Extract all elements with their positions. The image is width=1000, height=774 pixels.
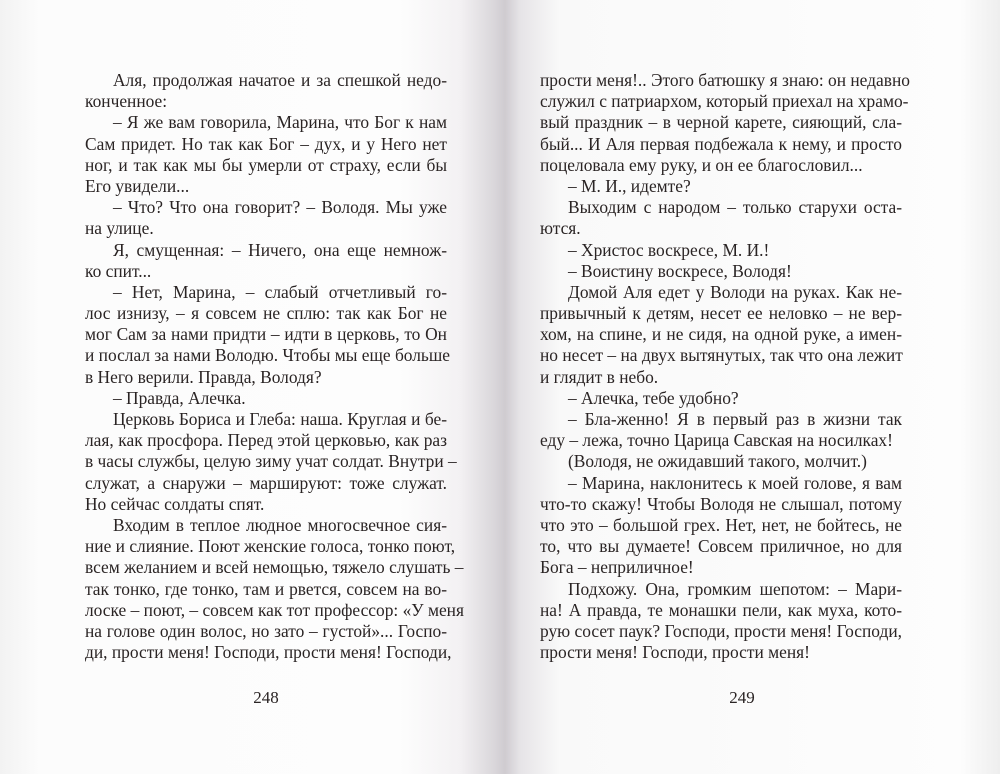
text-line: всем желанием и всей немощью, тяжело слушать – xyxy=(85,557,464,578)
text-line: ются. xyxy=(540,218,581,239)
text-line: Но сейчас солдаты спят. xyxy=(85,493,265,514)
text-line: Сам придет. Но так как Бог – дух, и у Него нет xyxy=(85,133,447,154)
left-page-text xyxy=(85,70,464,663)
text-line: вый праздник – в черной карете, сияющий, сла- xyxy=(540,112,902,133)
text-line: – Воистину воскресе, Володя! xyxy=(568,260,792,281)
text-line: служил с патриархом, который приехал на храмо- xyxy=(540,91,909,112)
text-line: на голове один волос, но зато – густой»... Госпо- xyxy=(85,620,447,641)
text-line: еду – лежа, точно Царица Савская на носилках! xyxy=(540,430,893,451)
text-line: Подхожу. Она, громким шепотом: – Мари- xyxy=(568,578,902,599)
text-line: в Него верили. Правда, Володя? xyxy=(85,366,322,387)
text-line: – Христос воскресе, М. И.! xyxy=(568,239,770,260)
text-line: – Я же вам говорила, Марина, что Бог к нам xyxy=(113,112,447,133)
text-line: прости меня!.. Этого батюшку я знаю: он недавно xyxy=(540,70,910,90)
text-line: привычный к детям, несет ее неловко – не вер- xyxy=(540,303,902,324)
text-line: – Алечка, тебе удобно? xyxy=(568,387,739,408)
text-line: Входим в теплое людное многосвечное сия- xyxy=(113,514,447,535)
text-line: ди, прости меня! Господи, прости меня! Господи, xyxy=(85,642,452,663)
text-line: – Бла-женно! Я в первый раз в жизни так xyxy=(568,409,902,429)
text-line: что-то скажу! Чтобы Володя не слышал, потому xyxy=(540,493,902,514)
text-line: лос изнизу, – я совсем не сплю: так как Бог не xyxy=(85,303,447,324)
left-page-number: 248 xyxy=(253,688,279,707)
text-line: рую сосет паук? Господи, прости меня! Господи, xyxy=(540,620,902,641)
text-line: ног, и так как мы бы умерли от страху, если бы xyxy=(85,154,447,175)
text-line: бый... И Аля первая подбежала к нему, и просто xyxy=(540,133,902,154)
text-line: и глядит в небо. xyxy=(540,366,659,387)
text-line: Церковь Бориса и Глеба: наша. Круглая и бе- xyxy=(113,409,447,429)
text-line: прости меня! Господи, прости меня! xyxy=(540,642,810,663)
text-line: (Володя, не ожидавший такого, молчит.) xyxy=(568,451,867,472)
text-line: конченное: xyxy=(85,91,168,112)
text-line: – Что? Что она говорит? – Володя. Мы уже xyxy=(113,197,447,218)
text-line: ко спит... xyxy=(85,260,152,281)
text-line: Аля, продолжая начатое и за спешкой недо- xyxy=(113,70,447,90)
text-line: Бога – неприличное! xyxy=(540,557,694,578)
text-line: – Марина, наклонитесь к моей голове, я вам xyxy=(568,472,902,493)
text-line: что это – большой грех. Нет, нет, не бойтесь, не xyxy=(540,514,902,535)
text-line: лая, как просфора. Перед этой церковью, как раз xyxy=(85,430,447,451)
text-line: лоске – поют, – совсем как тот профессор: «У меня xyxy=(85,599,464,620)
text-line: – М. И., идемте? xyxy=(568,175,691,196)
text-line: поцеловала ему руку, и он ее благословил... xyxy=(540,154,863,175)
text-line: так тонко, где тонко, там и рвется, совсем на во- xyxy=(85,578,447,599)
text-line: мог Сам за нами придти – идти в церковь, то Он xyxy=(85,324,447,345)
text-line: Я, смущенная: – Ничего, она еще немнож- xyxy=(113,239,447,260)
text-line: хом, на спине, и не сидя, на одной руке, а имен- xyxy=(540,324,902,345)
text-line: но несет – на двух вытянутых, так что она лежит xyxy=(540,345,903,366)
text-line: то, что вы думаете! Совсем приличное, но для xyxy=(540,536,902,557)
text-line: – Нет, Марина, – слабый отчетливый го- xyxy=(113,281,447,302)
right-page-text xyxy=(540,70,910,663)
text-line: – Правда, Алечка. xyxy=(113,387,246,408)
text-line: в часы службы, целую зиму учат солдат. Внутри – xyxy=(85,451,457,472)
text-line: Выходим с народом – только старухи оста- xyxy=(568,197,902,218)
text-line: служат, а снаружи – маршируют: тоже служат. xyxy=(85,472,447,493)
text-line: и послал за нами Володю. Чтобы мы еще больше xyxy=(85,345,450,366)
text-line: Домой Аля едет у Володи на руках. Как не- xyxy=(568,281,902,302)
text-line: на улице. xyxy=(85,218,154,239)
text-line: ние и слияние. Поют женские голоса, тонко поют, xyxy=(85,536,456,557)
right-page-number: 249 xyxy=(729,688,755,707)
text-line: Его увидели... xyxy=(85,175,190,196)
text-line: на! А правда, те монашки пели, как муха, кото- xyxy=(540,599,902,620)
